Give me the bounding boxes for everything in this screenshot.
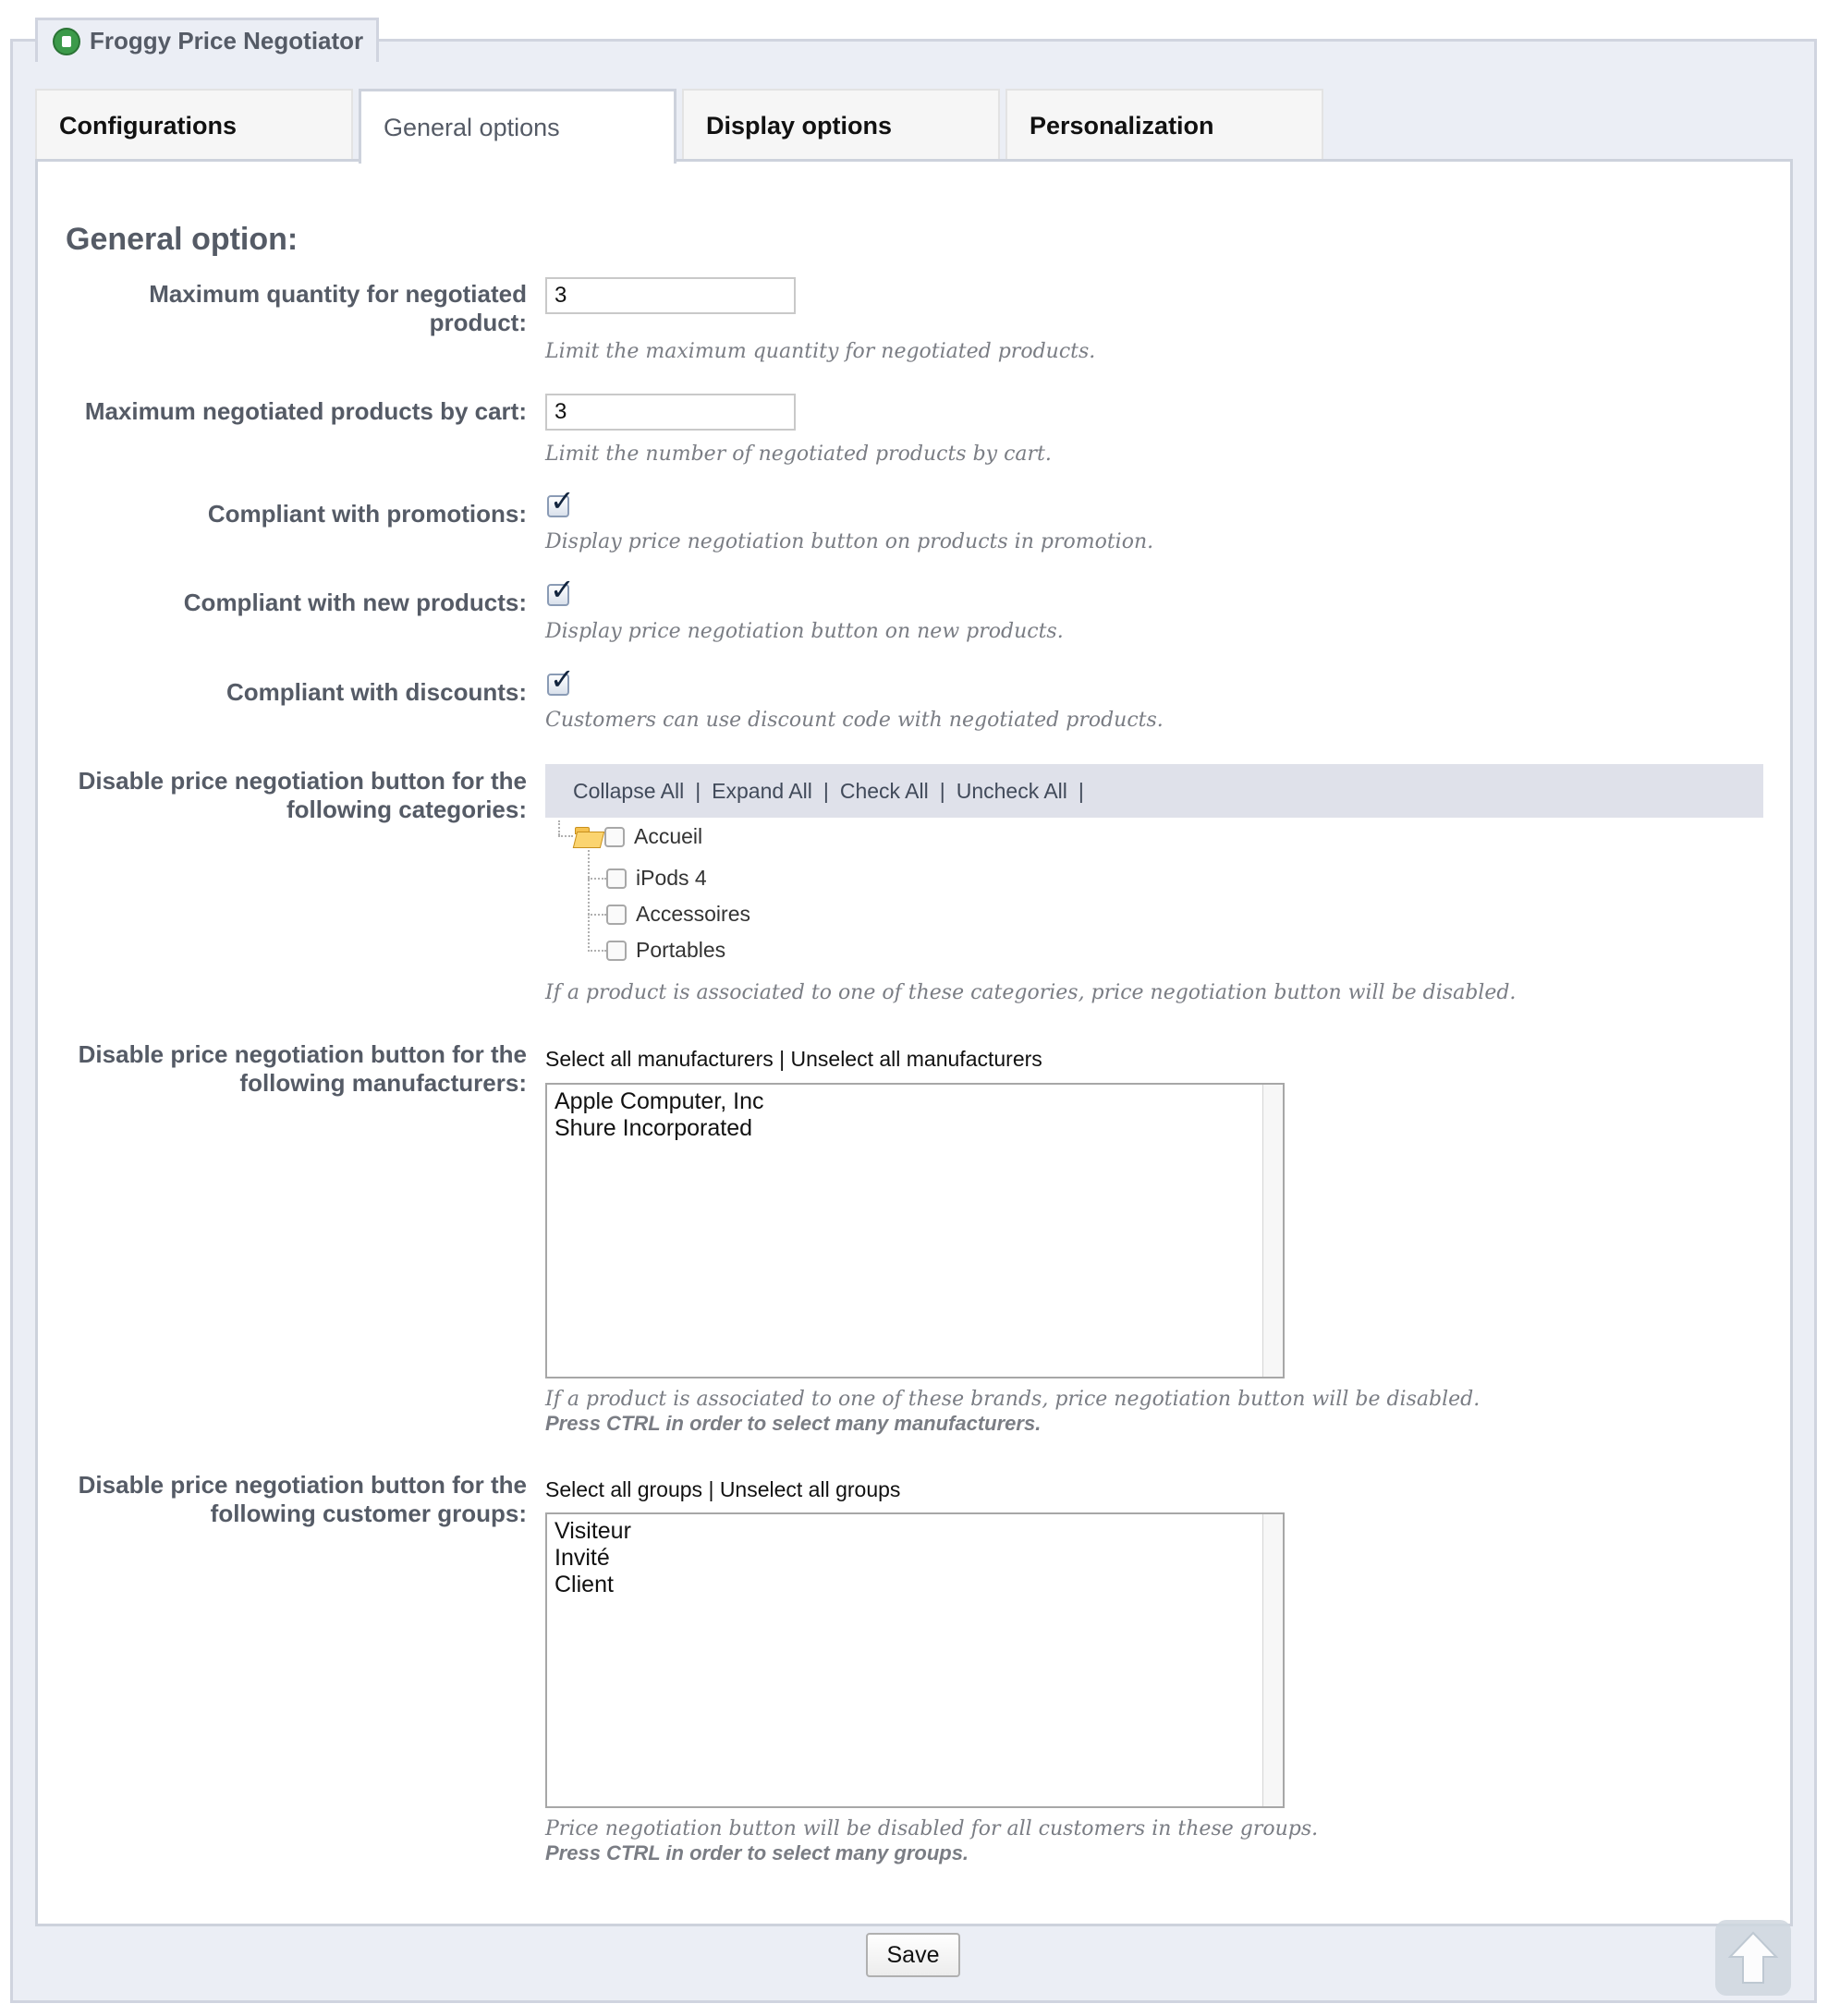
categories-hint: If a product is associated to one of these categories, price negotiation button will be disabled.	[545, 981, 1517, 1004]
checkmark-icon: ✓	[550, 662, 575, 696]
promotions-hint: Display price negotiation button on products in promotion.	[545, 530, 1154, 553]
module-legend	[35, 18, 379, 62]
manufacturers-label	[79, 1040, 527, 1098]
separator: |	[695, 778, 701, 803]
discounts-hint: Customers can use discount code with negotiated products.	[545, 709, 1164, 732]
collapse-all-link[interactable]: Collapse All	[573, 778, 685, 803]
tree-connector	[588, 950, 606, 952]
category-label: iPods 4	[636, 866, 707, 890]
max-quantity-label	[149, 280, 527, 337]
max-by-cart-hint: Limit the number of negotiated products by cart.	[545, 443, 1052, 466]
max-by-cart-label: Maximum negotiated products by cart:	[84, 397, 527, 425]
promotions-label: Compliant with promotions:	[207, 500, 527, 528]
label-line: Disable price negotiation button for the	[78, 767, 527, 795]
new-products-checkbox[interactable]	[547, 573, 575, 606]
groups-links	[545, 1477, 900, 1502]
label-line: Disable price negotiation button for the	[78, 1040, 527, 1068]
tree-node	[606, 866, 707, 891]
label-line: Maximum quantity for negotiated	[149, 280, 527, 308]
separator: |	[823, 778, 829, 803]
categories-label	[79, 767, 527, 824]
category-label: Accessoires	[636, 902, 750, 926]
unselect-all-groups-link[interactable]: Unselect all groups	[719, 1477, 901, 1501]
category-checkbox[interactable]	[606, 868, 627, 889]
new-products-label: Compliant with new products:	[183, 589, 527, 616]
manufacturers-links	[545, 1047, 1042, 1072]
groups-listbox[interactable]	[545, 1512, 1285, 1808]
tree-connector	[558, 820, 560, 835]
listbox-scrollbar[interactable]	[1262, 1085, 1283, 1377]
tab-personalization[interactable]	[1005, 89, 1323, 161]
tab-configurations[interactable]	[35, 89, 353, 161]
unselect-all-manufacturers-link[interactable]: Unselect all manufacturers	[790, 1047, 1042, 1071]
max-by-cart-input[interactable]	[545, 394, 796, 431]
tab-label: Personalization	[1030, 111, 1214, 140]
category-checkbox[interactable]	[604, 827, 625, 847]
label-line: product:	[429, 309, 527, 336]
open-folder-icon[interactable]	[575, 827, 603, 847]
tab-display-options[interactable]	[682, 89, 1000, 161]
check-all-link[interactable]: Check All	[839, 778, 929, 803]
tree-connector	[588, 878, 606, 880]
label-line: following manufacturers:	[239, 1069, 527, 1097]
category-checkbox[interactable]	[606, 905, 627, 925]
section-title: General option:	[66, 222, 299, 257]
save-button[interactable]: Save	[866, 1933, 960, 1977]
groups-label	[79, 1471, 527, 1528]
tree-connector	[558, 835, 573, 837]
groups-hint: Price negotiation button will be disabled for all customers in these groups.	[545, 1817, 1319, 1840]
tab-label: General options	[384, 113, 560, 141]
promotions-checkbox[interactable]	[547, 484, 575, 517]
froggy-logo-icon	[53, 28, 80, 55]
checkmark-icon: ✓	[550, 573, 575, 606]
tab-label: Display options	[706, 111, 893, 140]
tree-connector	[588, 914, 606, 916]
groups-ctrl-hint: Press CTRL in order to select many groups.	[545, 1841, 969, 1864]
category-label: Accueil	[634, 824, 703, 848]
tab-general-options[interactable]	[359, 89, 676, 164]
manufacturers-listbox[interactable]	[545, 1083, 1285, 1378]
separator: |	[779, 1047, 786, 1071]
tab-bar	[35, 89, 1323, 161]
discounts-checkbox[interactable]	[547, 662, 575, 696]
tree-node	[606, 902, 750, 927]
scroll-to-top-button[interactable]	[1715, 1920, 1791, 1996]
manufacturers-hint: If a product is associated to one of these brands, price negotiation button will be disabled.	[545, 1388, 1481, 1411]
module-title: Froggy Price Negotiator	[90, 27, 364, 55]
tree-node	[606, 938, 725, 963]
category-checkbox[interactable]	[606, 941, 627, 961]
listbox-option[interactable]: Apple Computer, Inc	[554, 1088, 764, 1114]
separator: |	[708, 1477, 714, 1501]
max-quantity-hint: Limit the maximum quantity for negotiated products.	[545, 340, 1096, 363]
separator: |	[939, 778, 945, 803]
listbox-option[interactable]: Shure Incorporated	[554, 1115, 753, 1141]
listbox-option[interactable]: Invité	[554, 1545, 610, 1571]
label-line: following customer groups:	[210, 1500, 527, 1527]
checkmark-icon: ✓	[550, 484, 575, 517]
new-products-hint: Display price negotiation button on new products.	[545, 620, 1064, 643]
max-quantity-input[interactable]	[545, 277, 796, 314]
listbox-option[interactable]: Visiteur	[554, 1518, 631, 1544]
select-all-groups-link[interactable]: Select all groups	[545, 1477, 703, 1501]
tree-connector	[588, 850, 590, 952]
select-all-manufacturers-link[interactable]: Select all manufacturers	[545, 1047, 774, 1071]
tree-node-root	[575, 824, 702, 849]
listbox-scrollbar[interactable]	[1262, 1514, 1283, 1806]
category-label: Portables	[636, 938, 726, 962]
uncheck-all-link[interactable]: Uncheck All	[956, 778, 1067, 803]
arrow-up-icon	[1724, 1929, 1782, 1986]
manufacturers-ctrl-hint: Press CTRL in order to select many manufacturers.	[545, 1412, 1042, 1435]
listbox-option[interactable]: Client	[554, 1572, 614, 1597]
discounts-label: Compliant with discounts:	[226, 678, 527, 706]
label-line: Disable price negotiation button for the	[78, 1471, 527, 1499]
expand-all-link[interactable]: Expand All	[712, 778, 812, 803]
label-line: following categories:	[286, 795, 527, 823]
separator: |	[1078, 778, 1084, 803]
tab-label: Configurations	[59, 111, 237, 140]
category-tree-toolbar	[545, 764, 1763, 818]
